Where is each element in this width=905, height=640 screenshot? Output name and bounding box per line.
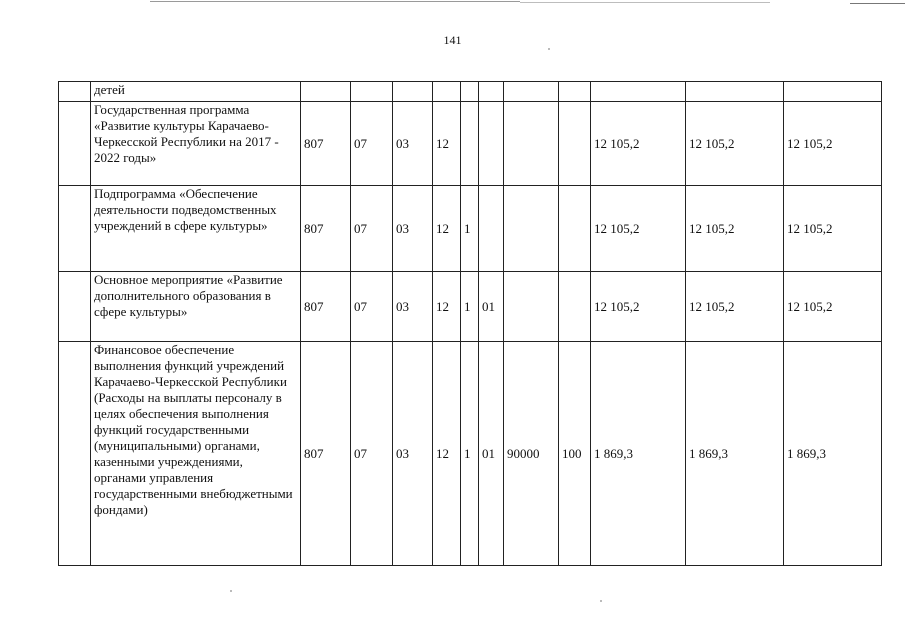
expense-type-cell: 100 [559, 342, 591, 566]
program-cell: 12 [433, 272, 461, 342]
amount-year2-cell: 1 869,3 [686, 342, 784, 566]
section-cell: 07 [351, 102, 393, 186]
amount-year2-cell [686, 82, 784, 102]
direction-cell [504, 186, 559, 272]
table-row [59, 102, 882, 186]
page-number: 141 [443, 33, 462, 47]
expense-type-cell [559, 82, 591, 102]
amount-year1-cell: 1 869,3 [591, 342, 686, 566]
row-index-cell [59, 272, 91, 342]
amount-year2-cell: 12 105,2 [686, 186, 784, 272]
row-name-cell: Финансовое обеспечение выполнения функций учреждений Карачаево-Черкесской Республики (Расходы на выплаты персоналу в целях обеспечения выполнения функций государственными (муниципальными) органами, казенными учреждениями, органами управления государственными внебюджетными фондами) [91, 342, 301, 566]
direction-cell [504, 272, 559, 342]
row-name-cell: детей [91, 82, 301, 102]
amount-year1-cell [591, 82, 686, 102]
amount-year1-cell: 12 105,2 [591, 102, 686, 186]
main-event-cell [479, 186, 504, 272]
admin-code-cell: 807 [301, 272, 351, 342]
table-row [59, 342, 882, 566]
subprogram-cell [461, 102, 479, 186]
subprogram-cell [461, 82, 479, 102]
direction-cell [504, 102, 559, 186]
subprogram-cell: 1 [461, 342, 479, 566]
amount-year3-cell: 1 869,3 [784, 342, 882, 566]
section-cell: 07 [351, 342, 393, 566]
admin-code-cell: 807 [301, 102, 351, 186]
section-cell [351, 82, 393, 102]
table-row [59, 272, 882, 342]
section-cell: 07 [351, 186, 393, 272]
amount-year1-cell: 12 105,2 [591, 272, 686, 342]
expense-type-cell [559, 272, 591, 342]
subsection-cell: 03 [393, 272, 433, 342]
amount-year3-cell: 12 105,2 [784, 272, 882, 342]
admin-code-cell: 807 [301, 342, 351, 566]
subsection-cell: 03 [393, 342, 433, 566]
subprogram-cell: 1 [461, 272, 479, 342]
row-index-cell [59, 186, 91, 272]
program-cell: 12 [433, 186, 461, 272]
admin-code-cell: 807 [301, 186, 351, 272]
expense-type-cell [559, 186, 591, 272]
program-cell: 12 [433, 342, 461, 566]
row-index-cell [59, 82, 91, 102]
row-name-cell: Основное мероприятие «Развитие дополнительного образования в сфере культуры» [91, 272, 301, 342]
budget-table [58, 81, 882, 566]
amount-year3-cell: 12 105,2 [784, 102, 882, 186]
scan-speck [230, 590, 232, 592]
direction-cell: 90000 [504, 342, 559, 566]
main-event-cell: 01 [479, 342, 504, 566]
amount-year1-cell: 12 105,2 [591, 186, 686, 272]
program-cell [433, 82, 461, 102]
admin-code-cell [301, 82, 351, 102]
program-cell: 12 [433, 102, 461, 186]
direction-cell [504, 82, 559, 102]
amount-year2-cell: 12 105,2 [686, 102, 784, 186]
amount-year3-cell [784, 82, 882, 102]
subsection-cell: 03 [393, 102, 433, 186]
subsection-cell: 03 [393, 186, 433, 272]
subsection-cell [393, 82, 433, 102]
row-index-cell [59, 102, 91, 186]
amount-year3-cell: 12 105,2 [784, 186, 882, 272]
main-event-cell [479, 82, 504, 102]
row-name-cell: Подпрограмма «Обеспечение деятельности подведомственных учреждений в сфере культуры» [91, 186, 301, 272]
table-row [59, 186, 882, 272]
expense-type-cell [559, 102, 591, 186]
row-index-cell [59, 342, 91, 566]
amount-year2-cell: 12 105,2 [686, 272, 784, 342]
table-row [59, 82, 882, 102]
row-name-cell: Государственная программа «Развитие культуры Карачаево-Черкесской Республики на 2017 - 2022 годы» [91, 102, 301, 186]
main-event-cell [479, 102, 504, 186]
subprogram-cell: 1 [461, 186, 479, 272]
main-event-cell: 01 [479, 272, 504, 342]
section-cell: 07 [351, 272, 393, 342]
scan-speck [600, 600, 602, 602]
scan-top-edge [0, 0, 905, 10]
scan-speck [548, 48, 550, 50]
